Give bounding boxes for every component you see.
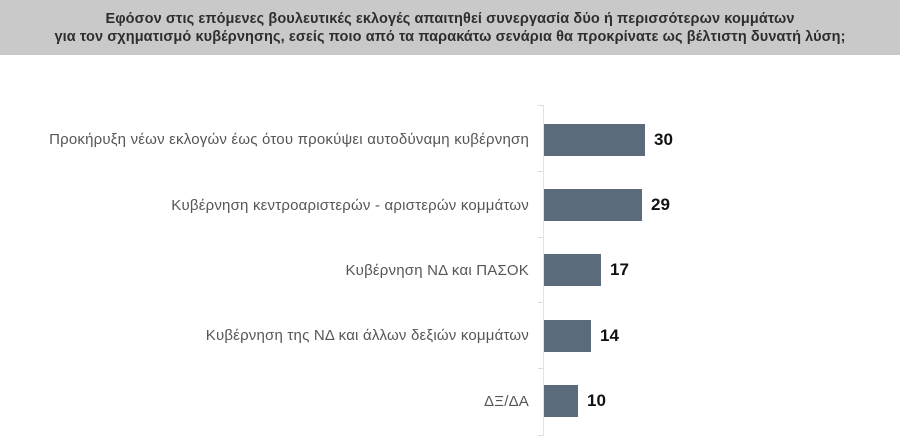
axis-tick xyxy=(538,171,543,172)
bar-row xyxy=(0,238,900,303)
category-label: Προκήρυξη νέων εκλογών έως ότου προκύψει αυτοδύναμη κυβέρνηση xyxy=(49,131,529,149)
bar-row xyxy=(0,172,900,237)
axis-tick xyxy=(538,237,543,238)
question-line-1: Εφόσον στις επόμενες βουλευτικές εκλογές απαιτηθεί συνεργασία δύο ή περισσότερων κομμάτων xyxy=(105,10,795,27)
value-label: 14 xyxy=(600,325,619,345)
category-label: Κυβέρνηση κεντροαριστερών - αριστερών κομμάτων xyxy=(171,196,529,214)
axis-tick xyxy=(538,105,543,106)
value-label: 29 xyxy=(651,195,670,215)
bar-row xyxy=(0,369,900,434)
value-label: 30 xyxy=(654,129,673,149)
axis-tick xyxy=(538,435,543,436)
value-label: 17 xyxy=(610,260,629,280)
category-label: ΔΞ/ΔΑ xyxy=(484,392,529,410)
bar-row xyxy=(0,107,900,172)
question-line-2: για τον σχηματισμό κυβέρνησης, εσείς ποιο από τα παρακάτω σενάρια θα προκρίνατε ως βέλτιστη δυνατή λύση; xyxy=(54,28,846,45)
category-label: Κυβέρνηση της ΝΔ και άλλων δεξιών κομμάτων xyxy=(205,327,529,345)
axis-tick xyxy=(538,302,543,303)
bar xyxy=(544,124,645,156)
bar xyxy=(544,320,591,352)
bar xyxy=(544,254,601,286)
category-label: Κυβέρνηση ΝΔ και ΠΑΣΟΚ xyxy=(345,261,529,279)
y-axis-line xyxy=(543,105,544,436)
bar-chart xyxy=(0,107,900,435)
question-banner xyxy=(0,0,900,55)
bar xyxy=(544,385,578,417)
bar xyxy=(544,189,642,221)
axis-tick xyxy=(538,368,543,369)
value-label: 10 xyxy=(587,391,606,411)
bar-row xyxy=(0,303,900,368)
